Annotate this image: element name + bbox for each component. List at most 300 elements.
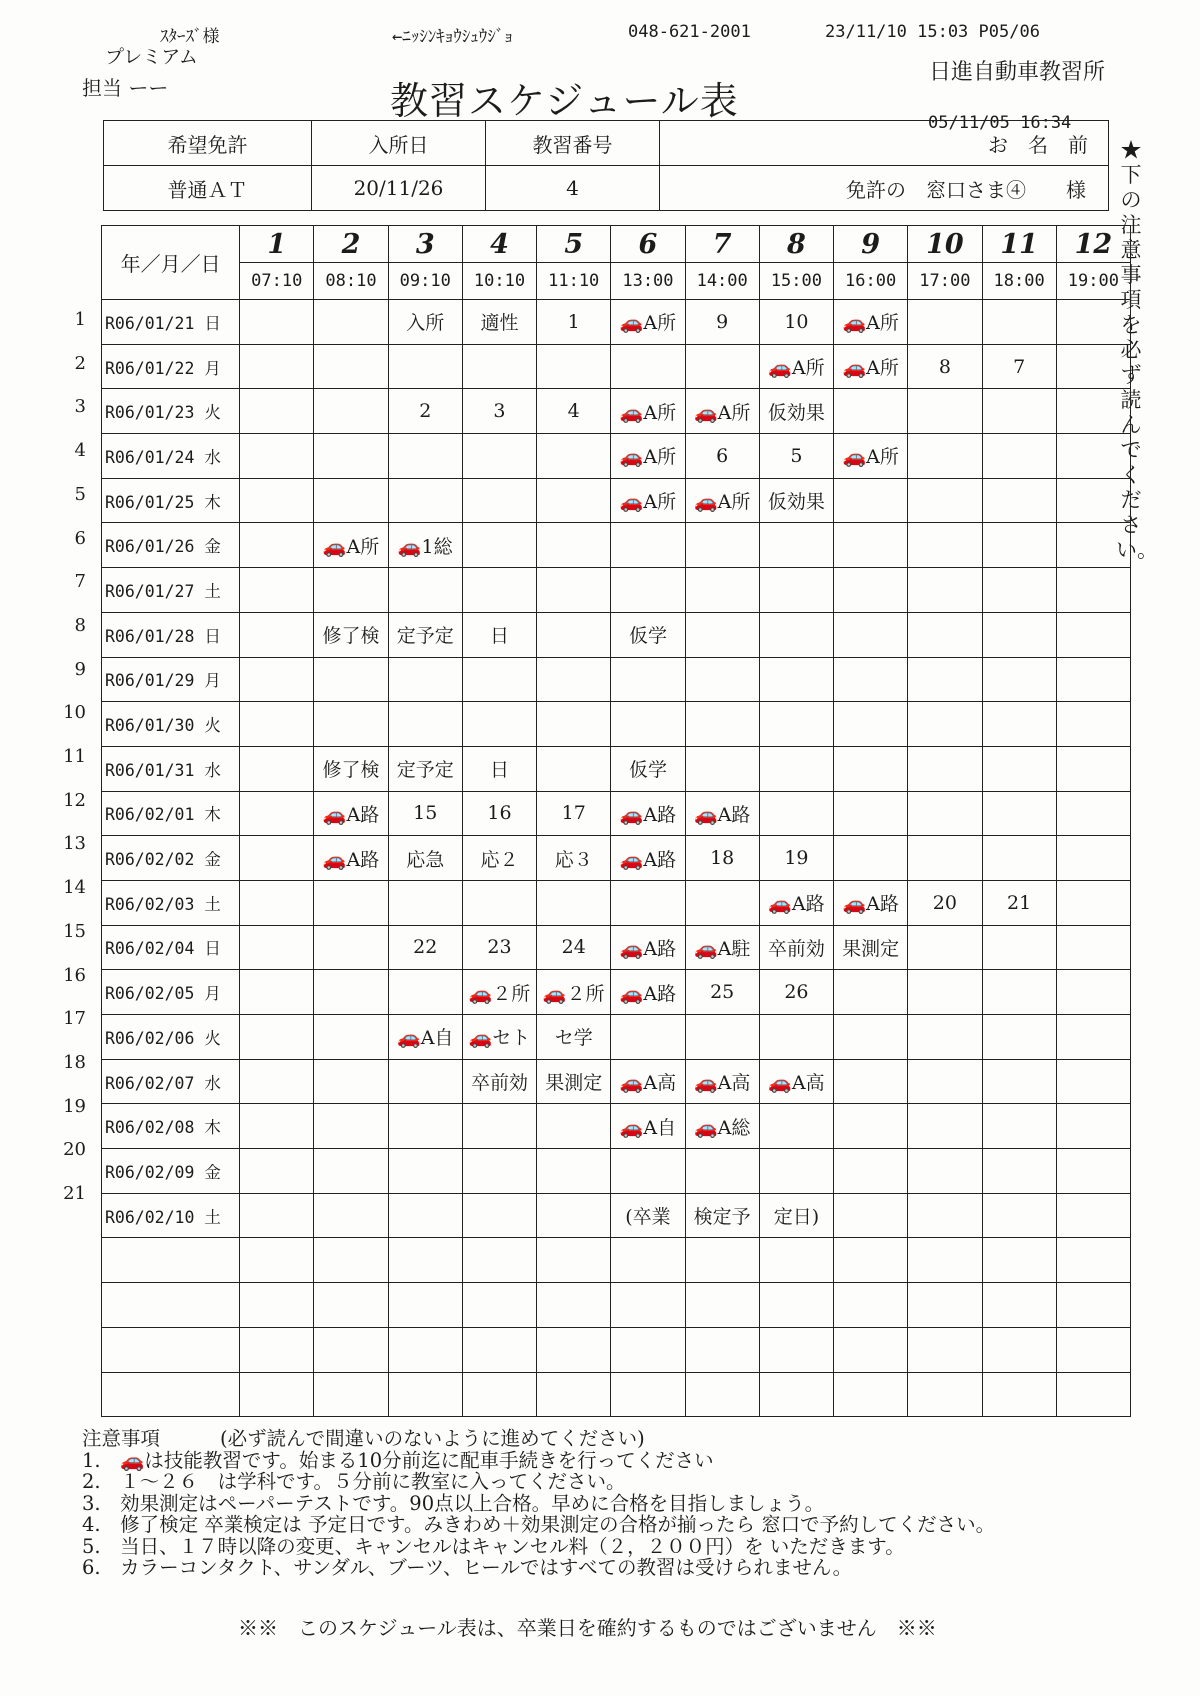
schedule-row [102, 836, 1131, 881]
schedule-cell: 23 [462, 925, 536, 970]
schedule-cell [685, 568, 759, 613]
schedule-cell [240, 1193, 314, 1238]
note-item: 4. 修了検定 卒業検定は 予定日です。みきわめ＋効果測定の合格が揃ったら 窓口で予約してください。 [82, 1513, 996, 1536]
schedule-cell [908, 836, 982, 881]
row-number: 4 [74, 440, 86, 462]
schedule-cell [685, 523, 759, 568]
schedule-cell [240, 836, 314, 881]
schedule-cell: 🚗A路 [685, 791, 759, 836]
fax-recipient: ｽﾀｰｽﾞ様 [160, 27, 220, 47]
period-time: 08:10 [314, 263, 388, 300]
schedule-cell: 16 [462, 791, 536, 836]
schedule-cell [240, 970, 314, 1015]
schedule-cell [759, 568, 833, 613]
schedule-row [102, 791, 1131, 836]
schedule-cell [1056, 612, 1130, 657]
schedule-cell [388, 702, 462, 747]
schedule-cell: 19 [759, 836, 833, 881]
schedule-cell: 🚗A所 [834, 434, 908, 479]
schedule-cell [908, 523, 982, 568]
schedule-cell [240, 702, 314, 747]
schedule-cell [314, 389, 388, 434]
row-date: R06/02/08 木 [102, 1104, 240, 1149]
schedule-cell [982, 1059, 1056, 1104]
period-number: 2 [314, 226, 388, 263]
schedule-cell: 22 [388, 925, 462, 970]
schedule-cell [388, 1059, 462, 1104]
schedule-cell: 修了検 [314, 746, 388, 791]
empty-cell [102, 1327, 240, 1372]
schedule-cell [537, 568, 611, 613]
schedule-cell [611, 344, 685, 389]
schedule-cell [537, 344, 611, 389]
schedule-cell [462, 568, 536, 613]
empty-cell [1056, 1238, 1130, 1283]
schedule-row [102, 612, 1131, 657]
schedule-cell: 🚗A所 [611, 478, 685, 523]
schedule-cell: 🚗２所 [462, 970, 536, 1015]
schedule-cell [759, 746, 833, 791]
schedule-cell [908, 1015, 982, 1060]
notes-title: 注意事項 [82, 1427, 161, 1450]
schedule-cell [1056, 970, 1130, 1015]
schedule-row [102, 1059, 1131, 1104]
row-number: 17 [63, 1008, 86, 1030]
empty-cell [388, 1238, 462, 1283]
schedule-cell [240, 925, 314, 970]
row-number: 2 [74, 352, 86, 374]
schedule-cell [982, 1015, 1056, 1060]
schedule-cell [1056, 478, 1130, 523]
empty-cell [462, 1238, 536, 1283]
schedule-cell [1056, 300, 1130, 345]
empty-cell [314, 1238, 388, 1283]
schedule-cell [1056, 389, 1130, 434]
schedule-cell: 20 [908, 880, 982, 925]
period-time: 09:10 [388, 263, 462, 300]
empty-cell [982, 1283, 1056, 1328]
schedule-cell: 定日) [759, 1193, 833, 1238]
empty-cell [240, 1372, 314, 1417]
schedule-cell [388, 1193, 462, 1238]
schedule-row [102, 568, 1131, 613]
schedule-cell [388, 1149, 462, 1194]
schedule-cell [908, 791, 982, 836]
schedule-cell [1056, 434, 1130, 479]
info-name-value: 免許の 窓口さま④ 様 [660, 166, 1109, 211]
schedule-cell [1056, 1149, 1130, 1194]
schedule-row [102, 1015, 1131, 1060]
schedule-cell: 🚗A路 [611, 970, 685, 1015]
schedule-cell [908, 612, 982, 657]
schedule-cell [314, 434, 388, 479]
schedule-cell [834, 657, 908, 702]
row-date: R06/01/30 火 [102, 702, 240, 747]
staff-label: 担当 ーー [82, 76, 169, 100]
schedule-cell [908, 300, 982, 345]
schedule-cell [240, 389, 314, 434]
empty-cell [388, 1283, 462, 1328]
empty-cell [240, 1327, 314, 1372]
schedule-cell [240, 1015, 314, 1060]
empty-cell [759, 1372, 833, 1417]
schedule-row [102, 389, 1131, 434]
schedule-cell [685, 746, 759, 791]
schedule-cell [240, 612, 314, 657]
schedule-cell: 仮学 [611, 746, 685, 791]
schedule-cell [908, 389, 982, 434]
schedule-cell [462, 523, 536, 568]
schedule-row [102, 478, 1131, 523]
empty-cell [314, 1283, 388, 1328]
schedule-cell [314, 970, 388, 1015]
schedule-cell [611, 702, 685, 747]
empty-cell [834, 1372, 908, 1417]
schedule-cell: 応３ [537, 836, 611, 881]
schedule-cell: 15 [388, 791, 462, 836]
info-value-row [104, 166, 1109, 211]
schedule-cell: 🚗1総 [388, 523, 462, 568]
schedule-cell [240, 657, 314, 702]
schedule-cell [240, 746, 314, 791]
period-time: 15:00 [759, 263, 833, 300]
schedule-cell: 修了検 [314, 612, 388, 657]
schedule-cell [240, 880, 314, 925]
empty-cell [908, 1238, 982, 1283]
empty-cell [314, 1372, 388, 1417]
schedule-cell: 定予定 [388, 612, 462, 657]
schedule-cell: 卒前効 [462, 1059, 536, 1104]
schedule-cell: 入所 [388, 300, 462, 345]
row-number: 20 [63, 1139, 86, 1161]
schedule-cell [1056, 657, 1130, 702]
empty-cell [834, 1327, 908, 1372]
schedule-cell [388, 657, 462, 702]
schedule-cell [1056, 568, 1130, 613]
empty-cell [982, 1372, 1056, 1417]
schedule-cell: 6 [685, 434, 759, 479]
schedule-cell [834, 389, 908, 434]
schedule-cell [982, 523, 1056, 568]
schedule-cell [759, 702, 833, 747]
empty-cell [462, 1327, 536, 1372]
schedule-cell: 果測定 [834, 925, 908, 970]
notes-subtitle: (必ず読んで間違いのないように進めてください) [220, 1427, 645, 1450]
row-date: R06/02/03 土 [102, 880, 240, 925]
schedule-cell: 🚗２所 [537, 970, 611, 1015]
schedule-cell [908, 1104, 982, 1149]
schedule-grid [101, 225, 1131, 1417]
period-time: 10:10 [462, 263, 536, 300]
premium-label: プレミアム [105, 46, 198, 68]
schedule-cell: 🚗A所 [834, 344, 908, 389]
row-number: 1 [74, 309, 86, 330]
row-number: 19 [63, 1095, 86, 1117]
info-header-name: お 名 前 [660, 121, 1109, 166]
schedule-cell [834, 746, 908, 791]
schedule-cell [908, 1059, 982, 1104]
notes-section [82, 1428, 995, 1579]
empty-cell [908, 1372, 982, 1417]
schedule-cell [388, 434, 462, 479]
empty-row [102, 1327, 1131, 1372]
empty-cell [685, 1283, 759, 1328]
schedule-cell [1056, 344, 1130, 389]
row-date: R06/01/26 金 [102, 523, 240, 568]
empty-cell [102, 1238, 240, 1283]
schedule-cell [908, 1149, 982, 1194]
schedule-cell: 🚗A所 [611, 389, 685, 434]
schedule-cell [314, 568, 388, 613]
schedule-cell: 仮効果 [759, 478, 833, 523]
schedule-cell: 21 [982, 880, 1056, 925]
schedule-cell [834, 970, 908, 1015]
schedule-cell [537, 434, 611, 479]
schedule-cell [685, 1015, 759, 1060]
schedule-cell: 定予定 [388, 746, 462, 791]
schedule-row [102, 657, 1131, 702]
empty-row [102, 1238, 1131, 1283]
row-number: 8 [74, 614, 86, 636]
schedule-cell [388, 478, 462, 523]
schedule-cell: 2 [388, 389, 462, 434]
schedule-cell [462, 478, 536, 523]
schedule-cell [908, 925, 982, 970]
schedule-cell [834, 1015, 908, 1060]
fax-datetime-page: 23/11/10 15:03 P05/06 [825, 22, 1040, 42]
fax-sender: ←ﾆｯｼﾝｷｮｳｼｭｳｼﾞｮ [392, 27, 513, 47]
schedule-cell [462, 1149, 536, 1194]
schedule-cell [611, 1149, 685, 1194]
schedule-cell [611, 657, 685, 702]
empty-cell [537, 1327, 611, 1372]
row-date: R06/02/09 金 [102, 1149, 240, 1194]
schedule-cell: 18 [685, 836, 759, 881]
schedule-row [102, 970, 1131, 1015]
schedule-cell: 応急 [388, 836, 462, 881]
schedule-cell [982, 836, 1056, 881]
schedule-cell [1056, 1193, 1130, 1238]
schedule-cell: 🚗A所 [834, 300, 908, 345]
schedule-cell [462, 702, 536, 747]
schedule-cell [388, 344, 462, 389]
schedule-row [102, 880, 1131, 925]
schedule-cell [240, 434, 314, 479]
schedule-row [102, 300, 1131, 345]
schedule-cell [462, 344, 536, 389]
row-date: R06/02/10 土 [102, 1193, 240, 1238]
schedule-cell [1056, 1015, 1130, 1060]
schedule-cell [537, 1149, 611, 1194]
period-number: 6 [611, 226, 685, 263]
empty-cell [834, 1238, 908, 1283]
schedule-cell [388, 880, 462, 925]
row-date: R06/02/04 日 [102, 925, 240, 970]
schedule-cell: 🚗A所 [685, 389, 759, 434]
footer-disclaimer: ※※ このスケジュール表は、卒業日を確約するものではございません ※※ [238, 1616, 937, 1640]
row-number: 5 [74, 483, 86, 505]
empty-cell [759, 1283, 833, 1328]
schedule-cell: 🚗A所 [685, 478, 759, 523]
schedule-cell [1056, 880, 1130, 925]
schedule-cell [314, 880, 388, 925]
info-header-number: 教習番号 [486, 121, 660, 166]
schedule-cell [240, 344, 314, 389]
empty-cell [537, 1283, 611, 1328]
schedule-cell: 4 [537, 389, 611, 434]
empty-cell [908, 1327, 982, 1372]
schedule-cell [314, 702, 388, 747]
schedule-cell [834, 1149, 908, 1194]
fax-phone: 048-621-2001 [628, 22, 751, 42]
note-item: 5. 当日、１７時以降の変更、キャンセルはキャンセル料（２，２００円）を いただきます。 [82, 1534, 905, 1558]
schedule-cell [537, 1193, 611, 1238]
row-date: R06/01/24 水 [102, 434, 240, 479]
schedule-cell: 🚗A所 [611, 300, 685, 345]
schedule-cell [685, 344, 759, 389]
schedule-cell: 🚗A高 [611, 1059, 685, 1104]
schedule-row [102, 1193, 1131, 1238]
schedule-cell: 10 [759, 300, 833, 345]
schedule-cell [982, 1149, 1056, 1194]
schedule-cell: 適性 [462, 300, 536, 345]
schedule-cell [314, 1015, 388, 1060]
empty-cell [759, 1327, 833, 1372]
note-item: 1. 🚗は技能教習です。始まる10分前迄に配車手続きを行ってください [82, 1448, 714, 1472]
schedule-cell [685, 657, 759, 702]
empty-cell [611, 1327, 685, 1372]
schedule-cell: 26 [759, 970, 833, 1015]
schedule-cell [462, 657, 536, 702]
time-header-row [102, 263, 1131, 300]
period-time: 14:00 [685, 263, 759, 300]
info-header-row [104, 121, 1109, 166]
schedule-cell: 仮効果 [759, 389, 833, 434]
schedule-cell: 日 [462, 612, 536, 657]
schedule-cell [1056, 523, 1130, 568]
period-number: 5 [537, 226, 611, 263]
schedule-cell [759, 523, 833, 568]
empty-cell [1056, 1283, 1130, 1328]
empty-cell [537, 1372, 611, 1417]
schedule-cell: 9 [685, 300, 759, 345]
schedule-cell [462, 434, 536, 479]
empty-cell [537, 1238, 611, 1283]
empty-cell [759, 1238, 833, 1283]
schedule-cell [240, 568, 314, 613]
schedule-cell: (卒業 [611, 1193, 685, 1238]
info-entry-date-value: 20/11/26 [312, 166, 486, 211]
schedule-cell [537, 523, 611, 568]
schedule-cell: 1 [537, 300, 611, 345]
schedule-cell: 24 [537, 925, 611, 970]
schedule-cell: 🚗A路 [611, 836, 685, 881]
schedule-cell [314, 657, 388, 702]
row-number: 11 [63, 746, 86, 767]
schedule-cell [685, 612, 759, 657]
schedule-cell [982, 434, 1056, 479]
schedule-cell: 7 [982, 344, 1056, 389]
row-date: R06/01/21 日 [102, 300, 240, 345]
schedule-cell [982, 970, 1056, 1015]
empty-cell [685, 1372, 759, 1417]
schedule-cell [834, 1104, 908, 1149]
row-number: 10 [63, 702, 86, 724]
schedule-cell [908, 746, 982, 791]
schedule-cell: 17 [537, 791, 611, 836]
schedule-row [102, 434, 1131, 479]
schedule-cell [982, 300, 1056, 345]
schedule-cell [537, 746, 611, 791]
empty-cell [1056, 1372, 1130, 1417]
schedule-cell [1056, 925, 1130, 970]
schedule-cell [982, 389, 1056, 434]
schedule-cell [982, 746, 1056, 791]
row-date: R06/01/29 月 [102, 657, 240, 702]
row-number: 3 [74, 396, 86, 418]
empty-cell [102, 1283, 240, 1328]
period-time: 19:00 [1056, 263, 1130, 300]
print-datetime: 05/11/05 16:34 [928, 113, 1072, 133]
schedule-cell [537, 478, 611, 523]
schedule-cell [759, 1149, 833, 1194]
row-number: 9 [74, 658, 86, 680]
empty-cell [611, 1283, 685, 1328]
empty-cell [314, 1327, 388, 1372]
schedule-cell [834, 702, 908, 747]
schedule-cell [982, 702, 1056, 747]
schedule-cell [611, 523, 685, 568]
schedule-cell [908, 568, 982, 613]
empty-cell [102, 1372, 240, 1417]
schedule-cell [611, 1015, 685, 1060]
note-item: 2. １～２６ は学科です。５分前に教室に入ってください。 [82, 1470, 626, 1493]
schedule-cell [685, 880, 759, 925]
schedule-cell: 🚗A路 [611, 925, 685, 970]
schedule-cell [834, 478, 908, 523]
row-date: R06/01/25 木 [102, 478, 240, 523]
period-number: 3 [388, 226, 462, 263]
schedule-cell: 🚗A路 [611, 791, 685, 836]
note-item: 6. カラーコンタクト、サンダル、ブーツ、ヒールではすべての教習は受けられません。 [82, 1556, 853, 1579]
empty-cell [388, 1327, 462, 1372]
schedule-cell [908, 1193, 982, 1238]
schedule-cell: 🚗A総 [685, 1104, 759, 1149]
schedule-cell [982, 657, 1056, 702]
empty-cell [462, 1372, 536, 1417]
schedule-cell [982, 1104, 1056, 1149]
period-time: 18:00 [982, 263, 1056, 300]
info-number-value: 4 [486, 166, 660, 211]
page-title: 教習スケジュール表 [390, 79, 739, 123]
schedule-cell: 🚗A路 [834, 880, 908, 925]
row-number: 21 [63, 1183, 86, 1204]
empty-cell [388, 1372, 462, 1417]
period-number: 9 [834, 226, 908, 263]
schedule-cell: 🚗A所 [759, 344, 833, 389]
side-note: ★下の注意事項を必ず読んでください。 [1116, 138, 1158, 562]
row-number: 6 [74, 527, 86, 549]
row-number: 18 [63, 1051, 86, 1073]
schedule-cell: 25 [685, 970, 759, 1015]
row-date: R06/02/07 水 [102, 1059, 240, 1104]
schedule-cell [611, 568, 685, 613]
schedule-cell: 卒前効 [759, 925, 833, 970]
info-table [103, 120, 1109, 211]
schedule-cell [462, 880, 536, 925]
period-number: 12 [1056, 226, 1130, 263]
schedule-cell [908, 657, 982, 702]
